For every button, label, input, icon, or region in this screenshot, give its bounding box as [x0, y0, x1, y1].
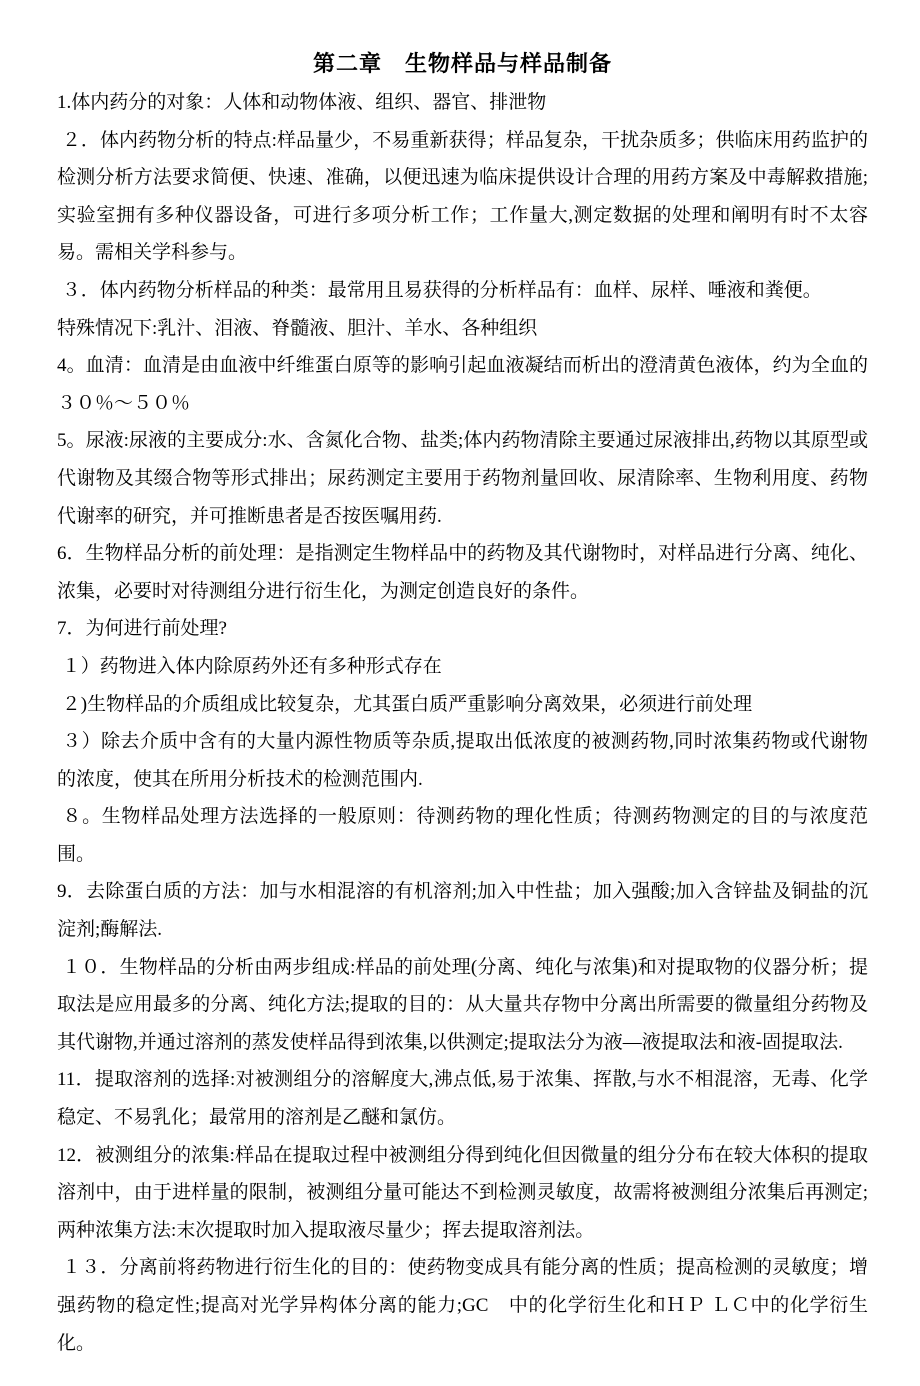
paragraph-1-analysis-objects: 1.体内药分的对象：人体和动物体液、组织、器官、排泄物 — [57, 92, 547, 113]
paragraph-6-pretreatment: 6．生物样品分析的前处理：是指测定生物样品中的药物及其代谢物时，对样品进行分离、纯化、浓集，必要时对待测组分进行衍生化，为测定创造良好的条件。 — [57, 543, 868, 602]
paragraph-7-reason-1: １）药物进入体内除原药外还有多种形式存在 — [57, 655, 442, 677]
paragraph-7-reason-3: ３）除去介质中含有的大量内源性物质等杂质,提取出低浓度的被测药物,同时浓集药物或代谢物的浓度，使其在所用分析技术的检测范围内. — [57, 731, 868, 790]
paragraph-8-selection-principles: ８。生物样品处理方法选择的一般原则：待测药物的理化性质；待测药物测定的目的与浓度范围。 — [57, 806, 868, 865]
paragraph-7-reason-2: ２)生物样品的介质组成比较复杂，尤其蛋白质严重影响分离效果，必须进行前处理 — [57, 693, 753, 715]
paragraph-13-derivatization: １３．分离前将药物进行衍生化的目的：使药物变成具有能分离的性质；提高检测的灵敏度；增强药物的稳定性;提高对光学异构体分离的能力;GC 中的化学衍生化和ＨＰ ＬＣ中的化学衍生化。 — [57, 1257, 868, 1354]
paragraph-10-two-step-analysis: １０．生物样品的分析由两步组成:样品的前处理(分离、纯化与浓集)和对提取物的仪器分析；提取法是应用最多的分离、纯化方法;提取的目的：从大量共存物中分离出所需要的微量组分药物及其代谢物,并通过溶剂的蒸发使样品得到浓集,以供测定;提取法分为液—液提取法和液-固提取法. — [57, 956, 869, 1053]
paragraph-5-urine: 5。尿液:尿液的主要成分:水、含氮化合物、盐类;体内药物清除主要通过尿液排出,药物以其原型或代谢物及其缀合物等形式排出；尿药测定主要用于药物剂量回收、尿清除率、生物利用度、药物代谢率的研究，并可推断患者是否按医嘱用药. — [57, 430, 868, 527]
paragraph-4-serum: 4。血清：血清是由血液中纤维蛋白原等的影响引起血液凝结而析出的澄清黄色液体，约为全血的３０％～５０％ — [57, 355, 868, 414]
paragraph-9-protein-removal: 9．去除蛋白质的方法：加与水相混溶的有机溶剂;加入中性盐；加入强酸;加入含锌盐及铜盐的沉淀剂;酶解法. — [57, 881, 868, 941]
paragraph-11-solvent-selection: 11．提取溶剂的选择:对被测组分的溶解度大,沸点低,易于浓集、挥散,与水不相混溶，无毒、化学稳定、不易乳化；最常用的溶剂是乙醚和氯仿。 — [57, 1069, 868, 1129]
paragraph-3b-special-cases: 特殊情况下:乳汁、泪液、脊髓液、胆汁、羊水、各种组织 — [57, 317, 538, 339]
paragraph-7-why-pretreatment: 7．为何进行前处理? — [57, 618, 227, 640]
paragraph-3-sample-types: ３．体内药物分析样品的种类：最常用且易获得的分析样品有：血样、尿样、唾液和粪便。 — [57, 279, 822, 301]
paragraph-12-concentration: 12．被测组分的浓集:样品在提取过程中被测组分得到纯化但因微量的组分分布在较大体积的提取溶剂中，由于进样量的限制，被测组分量可能达不到检测灵敏度，故需将被测组分浓集后再测定;两种浓集方法:末次提取时加入提取液尽量少；挥去提取溶剂法。 — [57, 1144, 868, 1241]
page-title: 第二章 生物样品与样品制备 — [312, 51, 612, 76]
paragraph-2-analysis-characteristics: ２．体内药物分析的特点:样品量少，不易重新获得；样品复杂，干扰杂质多；供临床用药监护的检测分析方法要求简便、快速、准确，以便迅速为临床提供设计合理的用药方案及中毒解救措施;实验室拥有多种仪器设备，可进行多项分析工作；工作量大,测定数据的处理和阐明有时不太容易。需相关学科参与。 — [57, 129, 868, 264]
